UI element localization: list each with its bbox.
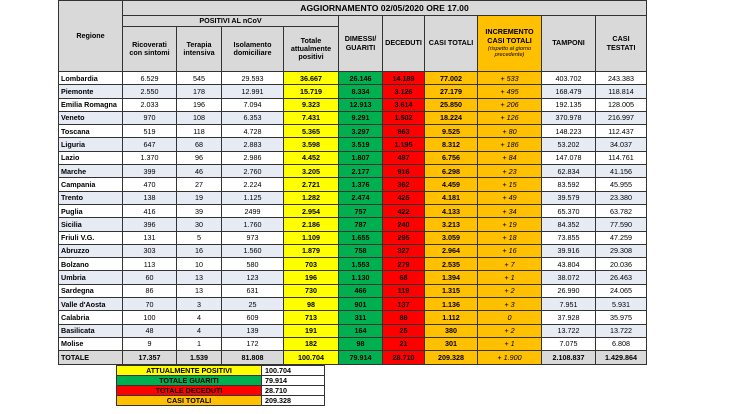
cell-isolamento: 973 (222, 231, 284, 244)
cell-isolamento: 2.986 (222, 151, 284, 164)
cell-casi-totali: 9.525 (425, 125, 478, 138)
summary-label: ATTUALMENTE POSITIVI (117, 366, 262, 376)
cell-incremento: + 16 (478, 244, 542, 257)
table-row (59, 178, 647, 191)
cell-deceduti: 295 (383, 231, 425, 244)
cell-deceduti: 119 (383, 284, 425, 297)
table-row (59, 311, 647, 324)
cell-totale-positivi: 1.109 (284, 231, 339, 244)
cell-isolamento: 1.760 (222, 218, 284, 231)
cell-incremento: + 18 (478, 231, 542, 244)
cell-regione: Bolzano (59, 258, 123, 271)
cell-deceduti: 1.502 (383, 111, 425, 124)
cell-terapia: 13 (177, 271, 222, 284)
cell-totale-positivi: 2.186 (284, 218, 339, 231)
table-row (59, 138, 647, 151)
cell-casi-testati: 77.590 (596, 218, 647, 231)
cell-regione: Piemonte (59, 85, 123, 98)
cell-casi-testati: 1.429.864 (596, 351, 647, 364)
cell-deceduti: 327 (383, 244, 425, 257)
cell-terapia: 1 (177, 337, 222, 350)
cell-totale-positivi: 2.954 (284, 204, 339, 217)
cell-dimessi: 758 (339, 244, 383, 257)
cell-tamponi: 147.078 (542, 151, 596, 164)
cell-terapia: 10 (177, 258, 222, 271)
cell-dimessi: 12.913 (339, 98, 383, 111)
cell-isolamento: 25 (222, 298, 284, 311)
cell-ricoverati: 86 (123, 284, 177, 297)
cell-terapia: 545 (177, 72, 222, 85)
cell-deceduti: 240 (383, 218, 425, 231)
cell-tamponi: 62.834 (542, 165, 596, 178)
cell-regione: Toscana (59, 125, 123, 138)
cell-deceduti: 1.195 (383, 138, 425, 151)
table-row (59, 151, 647, 164)
cell-tamponi: 38.072 (542, 271, 596, 284)
cell-incremento: + 84 (478, 151, 542, 164)
cell-tamponi: 65.370 (542, 204, 596, 217)
cell-totale-positivi: 1.879 (284, 244, 339, 257)
cell-regione: Molise (59, 337, 123, 350)
summary-row (117, 366, 325, 376)
header-casi-testati: CASI TESTATI (596, 16, 647, 72)
cell-tamponi: 13.722 (542, 324, 596, 337)
cell-isolamento: 12.991 (222, 85, 284, 98)
cell-deceduti: 497 (383, 151, 425, 164)
cell-ricoverati: 303 (123, 244, 177, 257)
cell-terapia: 196 (177, 98, 222, 111)
header-dimessi: DIMESSI/ GUARITI (339, 16, 383, 72)
cell-dimessi: 1.130 (339, 271, 383, 284)
cell-isolamento: 7.094 (222, 98, 284, 111)
cell-isolamento: 4.728 (222, 125, 284, 138)
cell-casi-testati: 114.761 (596, 151, 647, 164)
cell-casi-totali: 209.328 (425, 351, 478, 364)
cell-casi-testati: 35.975 (596, 311, 647, 324)
cell-tamponi: 403.702 (542, 72, 596, 85)
cell-incremento: + 34 (478, 204, 542, 217)
cell-deceduti: 25 (383, 324, 425, 337)
cell-incremento: + 2 (478, 324, 542, 337)
cell-ricoverati: 399 (123, 165, 177, 178)
cell-incremento: + 126 (478, 111, 542, 124)
cell-totale-positivi: 7.431 (284, 111, 339, 124)
cell-ricoverati: 9 (123, 337, 177, 350)
cell-isolamento: 2.883 (222, 138, 284, 151)
cell-totale-positivi: 713 (284, 311, 339, 324)
cell-deceduti: 916 (383, 165, 425, 178)
cell-regione: Puglia (59, 204, 123, 217)
cell-totale-positivi: 9.323 (284, 98, 339, 111)
cell-terapia: 3 (177, 298, 222, 311)
cell-tamponi: 73.855 (542, 231, 596, 244)
cell-dimessi: 9.291 (339, 111, 383, 124)
table-row (59, 72, 647, 85)
cell-ricoverati: 48 (123, 324, 177, 337)
cell-casi-totali: 2.964 (425, 244, 478, 257)
cell-casi-testati: 20.036 (596, 258, 647, 271)
cell-dimessi: 787 (339, 218, 383, 231)
cell-incremento: + 15 (478, 178, 542, 191)
cell-casi-totali: 27.179 (425, 85, 478, 98)
cell-casi-testati: 23.380 (596, 191, 647, 204)
table-row (59, 98, 647, 111)
summary-label: TOTALE DECEDUTI (117, 386, 262, 396)
cell-dimessi: 79.914 (339, 351, 383, 364)
summary-row (117, 396, 325, 406)
cell-totale-positivi: 182 (284, 337, 339, 350)
cell-regione: Campania (59, 178, 123, 191)
cell-deceduti: 21 (383, 337, 425, 350)
cell-casi-totali: 8.312 (425, 138, 478, 151)
cell-casi-testati: 118.814 (596, 85, 647, 98)
cell-ricoverati: 2.033 (123, 98, 177, 111)
cell-incremento: + 80 (478, 125, 542, 138)
table-row (59, 165, 647, 178)
cell-isolamento: 580 (222, 258, 284, 271)
cell-casi-testati: 34.037 (596, 138, 647, 151)
summary-row (117, 376, 325, 386)
covid-table (58, 0, 647, 365)
table-row (59, 284, 647, 297)
cell-dimessi: 1.655 (339, 231, 383, 244)
cell-deceduti: 137 (383, 298, 425, 311)
cell-deceduti: 422 (383, 204, 425, 217)
totals-row (59, 351, 647, 364)
cell-terapia: 4 (177, 324, 222, 337)
cell-casi-testati: 63.782 (596, 204, 647, 217)
cell-totale-positivi: 15.719 (284, 85, 339, 98)
cell-deceduti: 863 (383, 125, 425, 138)
table-row (59, 258, 647, 271)
summary-box (116, 365, 325, 406)
cell-casi-totali: 18.224 (425, 111, 478, 124)
cell-isolamento: 6.353 (222, 111, 284, 124)
header-incremento-note: (rispetto al giorno precedente) (487, 45, 532, 59)
table-row (59, 244, 647, 257)
cell-isolamento: 29.593 (222, 72, 284, 85)
cell-tamponi: 2.108.837 (542, 351, 596, 364)
cell-dimessi: 2.474 (339, 191, 383, 204)
cell-terapia: 96 (177, 151, 222, 164)
cell-casi-testati: 13.722 (596, 324, 647, 337)
cell-dimessi: 1.807 (339, 151, 383, 164)
cell-incremento: + 1 (478, 271, 542, 284)
cell-ricoverati: 131 (123, 231, 177, 244)
cell-dimessi: 2.177 (339, 165, 383, 178)
cell-isolamento: 609 (222, 311, 284, 324)
cell-incremento: + 495 (478, 85, 542, 98)
header-regione: Regione (59, 1, 123, 72)
cell-terapia: 19 (177, 191, 222, 204)
cell-tamponi: 192.135 (542, 98, 596, 111)
cell-deceduti: 3.126 (383, 85, 425, 98)
cell-casi-totali: 6.298 (425, 165, 478, 178)
cell-dimessi: 311 (339, 311, 383, 324)
cell-tamponi: 53.202 (542, 138, 596, 151)
cell-ricoverati: 519 (123, 125, 177, 138)
cell-casi-totali: 1.394 (425, 271, 478, 284)
cell-ricoverati: 113 (123, 258, 177, 271)
cell-regione: Sardegna (59, 284, 123, 297)
cell-isolamento: 172 (222, 337, 284, 350)
table-row (59, 111, 647, 124)
cell-deceduti: 362 (383, 178, 425, 191)
cell-casi-testati: 6.808 (596, 337, 647, 350)
header-incremento (478, 16, 542, 72)
cell-terapia: 5 (177, 231, 222, 244)
cell-regione: Marche (59, 165, 123, 178)
cell-regione: Emilia Romagna (59, 98, 123, 111)
cell-incremento: + 49 (478, 191, 542, 204)
cell-deceduti: 14.189 (383, 72, 425, 85)
cell-totale-positivi: 730 (284, 284, 339, 297)
cell-totale-positivi: 1.282 (284, 191, 339, 204)
header-incremento-label: INCREMENTO CASI TOTALI (485, 27, 534, 45)
cell-dimessi: 1.553 (339, 258, 383, 271)
cell-ricoverati: 17.357 (123, 351, 177, 364)
header-casi-totali: CASI TOTALI (425, 16, 478, 72)
cell-casi-testati: 128.005 (596, 98, 647, 111)
cell-casi-totali: 4.181 (425, 191, 478, 204)
cell-casi-totali: 4.133 (425, 204, 478, 217)
cell-incremento: + 7 (478, 258, 542, 271)
table-row (59, 324, 647, 337)
cell-ricoverati: 647 (123, 138, 177, 151)
cell-ricoverati: 138 (123, 191, 177, 204)
cell-terapia: 27 (177, 178, 222, 191)
cell-regione: Umbria (59, 271, 123, 284)
cell-deceduti: 28.710 (383, 351, 425, 364)
cell-casi-testati: 243.383 (596, 72, 647, 85)
cell-regione: Liguria (59, 138, 123, 151)
cell-terapia: 46 (177, 165, 222, 178)
cell-casi-testati: 41.156 (596, 165, 647, 178)
cell-totale-positivi: 3.598 (284, 138, 339, 151)
cell-ricoverati: 70 (123, 298, 177, 311)
cell-terapia: 108 (177, 111, 222, 124)
cell-casi-totali: 6.756 (425, 151, 478, 164)
summary-label: TOTALE GUARITI (117, 376, 262, 386)
table-row (59, 231, 647, 244)
table-row (59, 271, 647, 284)
cell-totale-positivi: 703 (284, 258, 339, 271)
cell-regione: Veneto (59, 111, 123, 124)
cell-regione: Calabria (59, 311, 123, 324)
cell-tamponi: 39.916 (542, 244, 596, 257)
summary-row (117, 386, 325, 396)
cell-terapia: 68 (177, 138, 222, 151)
cell-terapia: 16 (177, 244, 222, 257)
cell-tamponi: 37.928 (542, 311, 596, 324)
cell-totale-positivi: 196 (284, 271, 339, 284)
cell-dimessi: 3.297 (339, 125, 383, 138)
cell-incremento: + 1 (478, 337, 542, 350)
cell-incremento: + 19 (478, 218, 542, 231)
cell-tamponi: 83.592 (542, 178, 596, 191)
cell-casi-testati: 45.955 (596, 178, 647, 191)
cell-dimessi: 757 (339, 204, 383, 217)
summary-value: 100.704 (262, 366, 325, 376)
cell-terapia: 178 (177, 85, 222, 98)
cell-isolamento: 1.125 (222, 191, 284, 204)
cell-ricoverati: 396 (123, 218, 177, 231)
cell-terapia: 30 (177, 218, 222, 231)
cell-incremento: + 2 (478, 284, 542, 297)
cell-regione: Trento (59, 191, 123, 204)
cell-incremento: + 206 (478, 98, 542, 111)
cell-terapia: 39 (177, 204, 222, 217)
cell-tamponi: 148.223 (542, 125, 596, 138)
cell-regione: TOTALE (59, 351, 123, 364)
table-row (59, 125, 647, 138)
cell-dimessi: 466 (339, 284, 383, 297)
cell-casi-totali: 1.112 (425, 311, 478, 324)
cell-casi-totali: 3.213 (425, 218, 478, 231)
cell-incremento: + 3 (478, 298, 542, 311)
cell-casi-totali: 4.459 (425, 178, 478, 191)
cell-dimessi: 8.334 (339, 85, 383, 98)
cell-ricoverati: 416 (123, 204, 177, 217)
cell-tamponi: 39.579 (542, 191, 596, 204)
cell-totale-positivi: 5.365 (284, 125, 339, 138)
summary-value: 79.914 (262, 376, 325, 386)
cell-deceduti: 68 (383, 271, 425, 284)
cell-casi-testati: 24.065 (596, 284, 647, 297)
header-terapia: Terapia intensiva (177, 27, 222, 72)
cell-casi-totali: 301 (425, 337, 478, 350)
cell-tamponi: 370.978 (542, 111, 596, 124)
cell-regione: Friuli V.G. (59, 231, 123, 244)
cell-deceduti: 3.614 (383, 98, 425, 111)
cell-casi-totali: 2.535 (425, 258, 478, 271)
cell-regione: Sicilia (59, 218, 123, 231)
cell-regione: Lombardia (59, 72, 123, 85)
cell-tamponi: 168.479 (542, 85, 596, 98)
cell-terapia: 4 (177, 311, 222, 324)
cell-casi-totali: 77.002 (425, 72, 478, 85)
table-row (59, 204, 647, 217)
header-totale-positivi: Totale attualmente positivi (284, 27, 339, 72)
cell-totale-positivi: 98 (284, 298, 339, 311)
cell-ricoverati: 970 (123, 111, 177, 124)
cell-isolamento: 139 (222, 324, 284, 337)
header-tamponi: TAMPONI (542, 16, 596, 72)
header-ricoverati: Ricoverati con sintomi (123, 27, 177, 72)
cell-ricoverati: 1.370 (123, 151, 177, 164)
cell-tamponi: 7.075 (542, 337, 596, 350)
cell-ricoverati: 100 (123, 311, 177, 324)
cell-isolamento: 2.224 (222, 178, 284, 191)
summary-value: 28.710 (262, 386, 325, 396)
header-positivi-group: POSITIVI AL nCoV (123, 16, 339, 27)
cell-dimessi: 98 (339, 337, 383, 350)
cell-dimessi: 26.146 (339, 72, 383, 85)
cell-ricoverati: 6.529 (123, 72, 177, 85)
cell-dimessi: 164 (339, 324, 383, 337)
cell-tamponi: 7.951 (542, 298, 596, 311)
cell-dimessi: 901 (339, 298, 383, 311)
cell-regione: Abruzzo (59, 244, 123, 257)
cell-isolamento: 2499 (222, 204, 284, 217)
cell-incremento: + 533 (478, 72, 542, 85)
report-sheet (58, 0, 680, 414)
cell-incremento: + 186 (478, 138, 542, 151)
cell-totale-positivi: 2.721 (284, 178, 339, 191)
cell-casi-testati: 47.259 (596, 231, 647, 244)
cell-isolamento: 123 (222, 271, 284, 284)
cell-tamponi: 43.804 (542, 258, 596, 271)
cell-totale-positivi: 36.667 (284, 72, 339, 85)
cell-regione: Basilicata (59, 324, 123, 337)
cell-incremento: + 1.900 (478, 351, 542, 364)
cell-totale-positivi: 100.704 (284, 351, 339, 364)
cell-casi-testati: 26.463 (596, 271, 647, 284)
cell-ricoverati: 2.550 (123, 85, 177, 98)
cell-dimessi: 1.376 (339, 178, 383, 191)
cell-incremento: 0 (478, 311, 542, 324)
header-deceduti: DECEDUTI (383, 16, 425, 72)
cell-isolamento: 1.560 (222, 244, 284, 257)
cell-isolamento: 631 (222, 284, 284, 297)
cell-totale-positivi: 191 (284, 324, 339, 337)
cell-ricoverati: 60 (123, 271, 177, 284)
header-isolamento: Isolamento domiciliare (222, 27, 284, 72)
cell-deceduti: 88 (383, 311, 425, 324)
report-title: AGGIORNAMENTO 02/05/2020 ORE 17.00 (123, 1, 647, 16)
cell-casi-totali: 380 (425, 324, 478, 337)
cell-casi-testati: 112.437 (596, 125, 647, 138)
summary-label: CASI TOTALI (117, 396, 262, 406)
cell-isolamento: 2.760 (222, 165, 284, 178)
table-row (59, 85, 647, 98)
cell-tamponi: 26.990 (542, 284, 596, 297)
cell-regione: Valle d'Aosta (59, 298, 123, 311)
cell-casi-testati: 5.931 (596, 298, 647, 311)
cell-dimessi: 3.519 (339, 138, 383, 151)
table-row (59, 337, 647, 350)
cell-incremento: + 23 (478, 165, 542, 178)
cell-casi-totali: 3.059 (425, 231, 478, 244)
cell-casi-totali: 1.315 (425, 284, 478, 297)
table-row (59, 298, 647, 311)
cell-deceduti: 279 (383, 258, 425, 271)
cell-casi-totali: 1.136 (425, 298, 478, 311)
cell-ricoverati: 470 (123, 178, 177, 191)
cell-isolamento: 81.808 (222, 351, 284, 364)
cell-totale-positivi: 3.205 (284, 165, 339, 178)
cell-totale-positivi: 4.452 (284, 151, 339, 164)
cell-casi-totali: 25.850 (425, 98, 478, 111)
cell-terapia: 1.539 (177, 351, 222, 364)
cell-casi-testati: 216.997 (596, 111, 647, 124)
summary-value: 209.328 (262, 396, 325, 406)
table-row (59, 218, 647, 231)
table-row (59, 191, 647, 204)
cell-casi-testati: 29.308 (596, 244, 647, 257)
cell-terapia: 13 (177, 284, 222, 297)
cell-regione: Lazio (59, 151, 123, 164)
cell-tamponi: 84.352 (542, 218, 596, 231)
cell-deceduti: 425 (383, 191, 425, 204)
cell-terapia: 118 (177, 125, 222, 138)
